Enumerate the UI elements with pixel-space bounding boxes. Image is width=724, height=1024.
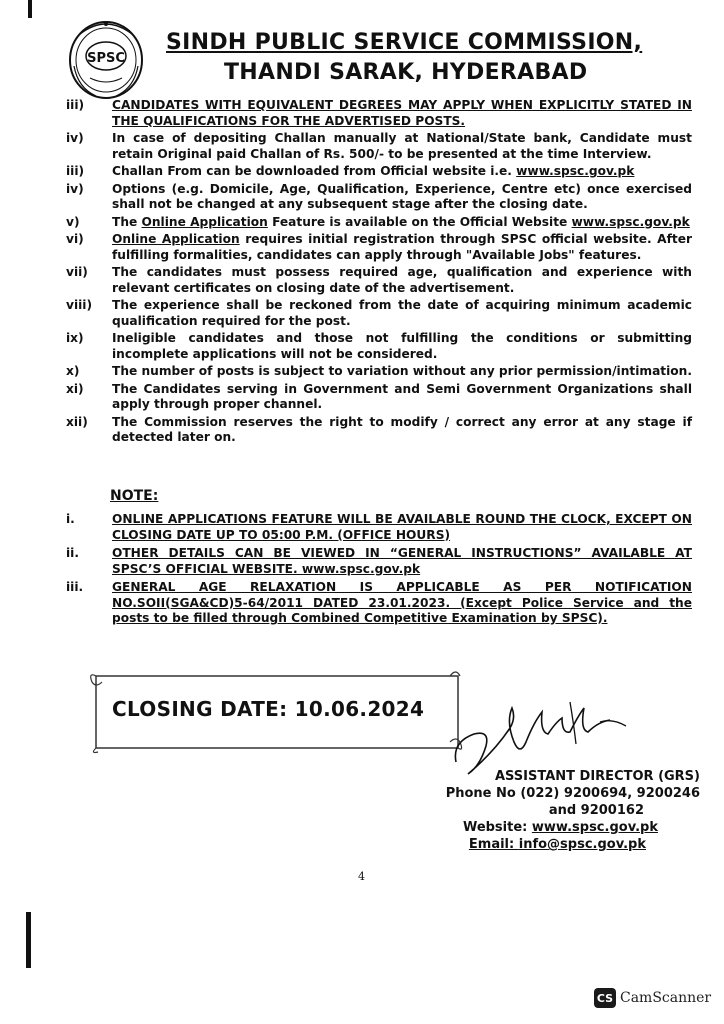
scan-edge-mark-top [28,0,32,18]
list-item [62,298,692,329]
note-number: ii. [66,546,79,560]
camscanner-text: CamScanner [620,990,712,1006]
seal-text: SPSC [87,51,125,66]
item-text: The number of posts is subject to variation without any prior permission/intimation. [112,364,692,378]
spsc-seal-logo [60,16,156,102]
item-text: The candidates must possess required age, qualification and experience with relevant certificates on closing date of the advertisement. [112,265,692,295]
website-link[interactable]: www.spsc.gov.pk [571,214,690,229]
note-text: GENERAL AGE RELAXATION IS APPLICABLE AS PER NOTIFICATION NO.SOII(SGA&CD)5-64/2011 DATED 23.01.2023. (Except Police Service and the posts to be filled through Combined Competitive Examination by SPSC). [112,580,692,625]
scan-edge-mark-bottom [26,912,31,968]
item-number: iii) [66,164,85,178]
item-text [112,232,692,263]
signatory-block [420,768,700,853]
phone-line-2: and 9200162 [548,803,644,818]
list-item [62,98,692,129]
designation: ASSISTANT DIRECTOR (GRS) [494,769,700,784]
item-number: xi) [66,381,84,396]
item-text-part: Feature is available on the Official Website [267,214,572,229]
item-number: iii) [66,98,85,112]
instructions-list [62,98,692,448]
org-name: SINDH PUBLIC SERVICE COMMISSION, [166,30,643,55]
note-number: i. [66,512,75,526]
online-application-link[interactable]: Online Application [141,214,268,229]
org-address: THANDI SARAK, HYDERABAD [224,60,588,85]
item-text: Options (e.g. Domicile, Age, Qualification, Experience, Centre etc) once exercised shall not be changed at any subsequent stage after the closing date. [112,181,692,211]
item-text: The experience shall be reckoned from the date of acquiring minimum academic qualification required for the post. [112,298,692,328]
camscanner-icon: CS [594,988,616,1008]
item-text-part: requires initial registration through SPSC official website. After fulfilling formalities, candidates can apply through "Available Jobs" features. [112,232,692,262]
item-text [112,164,692,180]
note-heading: NOTE: [110,488,159,504]
item-number: vii) [66,265,88,279]
item-text: The Commission reserves the right to modify / correct any error at any stage if detected later on. [112,414,692,444]
note-text: ONLINE APPLICATIONS FEATURE WILL BE AVAILABLE ROUND THE CLOCK, EXCEPT ON CLOSING DATE UP TO 05:00 P.M. (OFFICE HOURS) [112,512,692,542]
phone-line-1: Phone No (022) 9200694, 9200246 [445,786,700,801]
item-number: xii) [66,414,88,429]
website-label: Website: [462,820,532,835]
item-text: CANDIDATES WITH EQUIVALENT DEGREES MAY APPLY WHEN EXPLICITLY STATED IN THE QUALIFICATIONS FOR THE ADVERTISED POSTS. [112,98,692,128]
list-item [62,364,692,380]
item-text: Ineligible candidates and those not fulfilling the conditions or submitting incomplete applications will not be considered. [112,331,692,361]
list-item [62,265,692,296]
item-number: iv) [66,131,84,145]
camscanner-watermark [594,988,711,1008]
list-item [62,182,692,213]
list-item [62,131,692,162]
note-item [62,580,692,627]
item-text: The Candidates serving in Government and Semi Government Organizations shall apply through proper channel. [112,381,692,411]
list-item [62,382,692,413]
email-line [420,836,700,853]
item-number: v) [66,214,80,229]
list-item [62,232,692,263]
closing-date: CLOSING DATE: 10.06.2024 [112,697,425,721]
item-text [112,215,692,231]
online-application-link[interactable]: Online Application [112,232,240,246]
item-text-part: The [112,214,142,229]
note-number: iii. [66,580,84,594]
item-number: vi) [66,232,84,246]
letterhead [60,6,700,98]
note-item [62,546,692,577]
website-line [420,819,700,836]
page-number: 4 [358,870,365,883]
note-text: OTHER DETAILS CAN BE VIEWED IN “GENERAL INSTRUCTIONS” AVAILABLE AT SPSC’S OFFICIAL WEBSITE. www.spsc.gov.pk [112,546,692,576]
list-item [62,415,692,446]
notes-list [62,512,692,630]
item-number: viii) [66,298,93,312]
website-link[interactable]: www.spsc.gov.pk [516,164,635,178]
item-text-part: Challan From can be downloaded from Official website i.e. [112,164,517,178]
website-link[interactable]: www.spsc.gov.pk [531,820,658,835]
list-item [62,215,692,231]
email-label: Email: [468,837,519,852]
list-item [62,331,692,362]
item-number: iv) [66,181,84,196]
handwritten-signature [450,682,660,782]
item-number: x) [66,364,80,378]
note-item [62,512,692,543]
item-text: In case of depositing Challan manually at National/State bank, Candidate must retain Original paid Challan of Rs. 500/- to be presented at the time Interview. [112,131,692,161]
email-link[interactable]: info@spsc.gov.pk [518,837,646,852]
list-item [62,164,692,180]
item-number: ix) [66,331,84,345]
